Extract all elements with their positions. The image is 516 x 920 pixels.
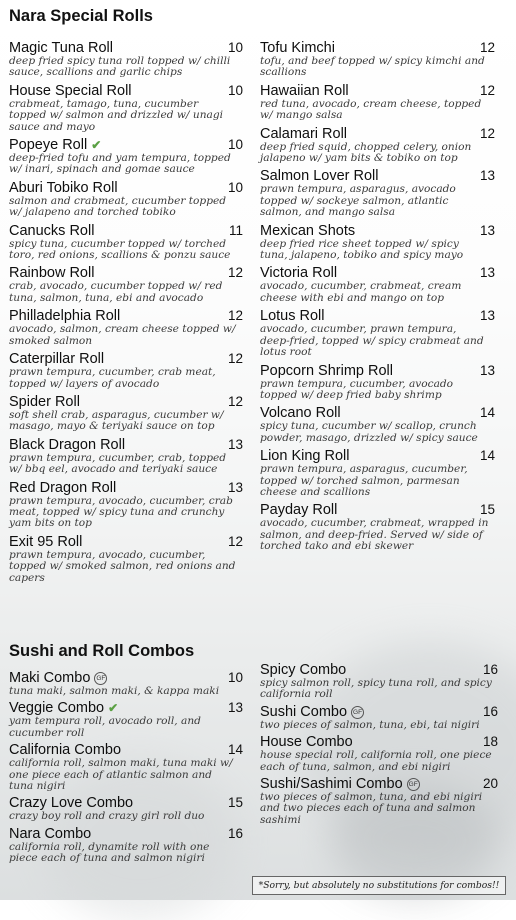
menu-item-description: avocado, cucumber, crabmeat, wrapped in salmon, and deep-fried. Served w/ side of torched tako and ebi skewer [260,517,489,553]
menu-item-name-text: Payday Roll [260,502,338,519]
menu-item-price: 10 [227,82,243,98]
menu-item [9,480,243,530]
combos-section-title: Sushi and Roll Combos [9,642,195,660]
menu-item-description: prawn tempura, cucumber, crab meat, topped w/ layers of avocado [9,366,216,390]
menu-item [260,40,495,79]
menu-item [260,265,495,304]
menu-item-description: prawn tempura, asparagus, cucumber, topped w/ torched salmon, parmesan cheese and scallions [260,463,468,498]
menu-item-name-text: Lion King Roll [260,448,350,465]
menu-item-name-text: Rainbow Roll [9,265,95,282]
menu-item-name [9,308,243,324]
menu-item [260,168,495,218]
menu-item [9,137,243,176]
menu-item [260,734,498,773]
menu-item [9,437,243,476]
menu-item [9,265,243,304]
menu-item-price: 14 [227,742,243,758]
menu-item-price: 13 [227,436,243,452]
menu-item-name-text: Crazy Love Combo [9,795,134,812]
menu-item [260,448,495,498]
menu-item-name-text: Spicy Combo [260,662,347,678]
menu-item-description: spicy tuna, cucumber topped w/ torched toro, red onions, scallions & ponzu sauce [9,237,231,262]
menu-item-name [9,137,243,153]
menu-item-name [9,742,243,758]
gluten-free-icon: GF [407,778,420,791]
menu-item-description: prawn tempura, avocado, cucumber, crab meat, topped w/ spicy tuna and crunchy yam bits on top [9,494,233,530]
menu-item-price: 16 [482,662,498,677]
menu-item [260,704,498,731]
menu-item-name [260,83,495,99]
rolls-right-column [260,40,495,557]
menu-item-name-text: Black Dragon Roll [9,436,126,453]
menu-item-price: 16 [227,825,243,841]
menu-item-price: 13 [479,222,495,238]
menu-item-description: crab, avocado, cucumber topped w/ red tuna, salmon, tuna, ebi and avocado [9,280,223,304]
rolls-section-title: Nara Special Rolls [9,7,153,25]
menu-item-name [260,662,498,678]
menu-item [9,223,243,262]
menu-item-price: 11 [228,222,243,238]
menu-item-price: 13 [479,265,495,281]
menu-item-name-text: Canucks Roll [9,222,95,239]
gluten-free-icon: GF [351,706,364,719]
menu-item-name [260,265,495,281]
menu-item-name [9,40,243,56]
menu-item-name-text: Exit 95 Roll [9,533,83,550]
menu-item [260,126,495,165]
menu-item-price: 16 [482,703,498,719]
menu-item-price: 10 [227,40,243,55]
menu-item-name [260,40,495,56]
menu-item-price: 13 [479,308,495,324]
menu-item-name-text: Tofu Kimchi [260,40,335,56]
menu-item-name-text: Sushi Combo [260,703,348,720]
menu-item-name [9,83,243,99]
menu-item-name [9,795,243,811]
menu-item-price: 15 [479,502,495,518]
menu-item-name-text: Popeye Roll [9,137,88,154]
menu-item [9,308,243,347]
menu-item-name [260,405,495,421]
gluten-free-icon: GF [94,672,107,685]
menu-item-name-text: Sushi/Sashimi Combo [260,776,403,793]
menu-item-description: avocado, cucumber, crabmeat, cream cheese with ebi and mango on top [260,280,462,304]
menu-item-price: 12 [227,265,243,281]
menu-item-price: 12 [227,308,243,324]
menu-item-price: 10 [227,179,243,195]
menu-item-name [9,480,243,496]
menu-item-name [9,394,243,410]
menu-item-price: 13 [479,362,495,378]
menu-item [9,40,243,79]
menu-item-description: red tuna, avocado, cream cheese, topped w/ mango salsa [260,97,482,122]
menu-item-name [260,223,495,239]
menu-item-price: 12 [227,533,243,549]
menu-item [9,394,243,433]
menu-item [9,700,243,739]
menu-item-description: two pieces of salmon, tuna, ebi, tai nigiri [260,718,480,731]
menu-item-name-text: Hawaiian Roll [260,82,349,99]
menu-item-description: spicy tuna, cucumber w/ scallop, crunch powder, masago, drizzled w/ spicy sauce [260,420,478,444]
menu-item-price: 14 [479,405,495,421]
menu-item-description: salmon and crabmeat, cucumber topped w/ jalapeno and torched tobiko [9,194,227,219]
menu-item-name-text: Popcorn Shrimp Roll [260,362,393,379]
menu-item-name [260,448,495,464]
menu-item-description: california roll, dynamite roll with one piece each of tuna and salmon nigiri [9,840,210,865]
menu-item-name-text: Volcano Roll [260,405,341,422]
rolls-left-column [9,40,243,588]
menu-item [260,502,495,552]
menu-item-description: deep fried spicy tuna roll topped w/ chilli sauce, scallions and garlic chips [9,55,231,79]
menu-item-name [9,180,243,196]
menu-item [9,795,243,822]
menu-item-description: prawn tempura, asparagus, avocado topped w/ sockeye salmon, atlantic salmon, and mango salsa [260,183,456,219]
menu-item-name-text: Nara Combo [9,825,92,842]
menu-item-price: 15 [227,795,243,811]
menu-item-name [9,534,243,550]
menu-item-price: 12 [227,351,243,367]
menu-item-name [260,363,495,379]
menu-item-name [9,826,243,842]
leaf-icon: ✔ [91,138,102,153]
menu-item-description: avocado, cucumber, prawn tempura, deep-fried, topped w/ spicy crabmeat and lotus root [260,323,484,359]
menu-item-name-text: House Special Roll [9,82,132,99]
menu-item-price: 18 [482,734,498,750]
menu-item-name-text: Lotus Roll [260,308,325,325]
menu-item-price: 12 [479,82,495,98]
menu-item-name-text: Salmon Lover Roll [260,168,379,185]
menu-item-description: house special roll, california roll, one piece each of tuna, salmon, and ebi nigiri [260,749,492,773]
menu-item-name [260,704,498,720]
menu-item-description: california roll, salmon maki, tuna maki w/ one piece each of atlantic salmon and tuna nigiri [9,757,233,793]
menu-item-description: yam tempura roll, avocado roll, and cucumber roll [9,715,201,739]
menu-item-description: two pieces of salmon, tuna, and ebi nigiri and two pieces each of tuna and salmon sashimi [260,791,483,826]
menu-item [9,534,243,584]
menu-item-name-text: California Combo [9,742,122,759]
menu-item [260,363,495,402]
menu-item-name-text: Victoria Roll [260,265,338,282]
menu-item-name-text: Maki Combo [9,670,91,686]
menu-item-name [260,502,495,518]
menu-item [9,742,243,792]
menu-item-description: deep-fried tofu and yam tempura, topped w/ inari, spinach and gomae sauce [9,152,231,176]
menu-item-price: 13 [227,479,243,495]
menu-item [260,405,495,444]
menu-item-name [9,670,243,686]
menu-item-name [9,437,243,453]
menu-item-name-text: Philladelphia Roll [9,308,121,325]
menu-item-description: avocado, salmon, cream cheese topped w/ smoked salmon [9,323,236,347]
menu-item-name-text: Caterpillar Roll [9,351,105,368]
menu-item [260,223,495,262]
menu-item-name [9,223,243,239]
menu-item-name [260,126,495,142]
menu-item-name [260,776,498,792]
menu-item [9,670,243,697]
menu-item-name-text: Magic Tuna Roll [9,40,113,56]
menu-item-price: 12 [227,393,243,409]
menu-item-price: 10 [227,670,243,685]
menu-item-description: tuna maki, salmon maki, & kappa maki [9,685,220,697]
menu-item [9,351,243,390]
menu-item-price: 12 [479,40,495,55]
menu-item-price: 10 [227,137,243,153]
menu-item [9,180,243,219]
menu-item-price: 13 [479,168,495,184]
menu-item [9,826,243,865]
menu-item-name-text: Calamari Roll [260,125,348,142]
menu-item-description: deep fried squid, chopped celery, onion jalapeno w/ yam bits & tobiko on top [260,140,472,165]
menu-item-name [9,265,243,281]
menu-item-description: tofu, and beef topped w/ spicy kimchi and scallions [260,55,485,79]
menu-item-name [260,168,495,184]
menu-item-description: prawn tempura, cucumber, crab, topped w/ bbq eel, avocado and teriyaki sauce [9,451,227,476]
menu-item-name-text: Veggie Combo [9,700,105,717]
menu-item-description: prawn tempura, cucumber, avocado topped w/ deep fried baby shrimp [260,377,454,401]
menu-item-name-text: Aburi Tobiko Roll [9,179,118,196]
menu-item-description: spicy salmon roll, spicy tuna roll, and spicy california roll [260,677,492,701]
combos-left-column [9,670,243,868]
menu-item-name-text: Mexican Shots [260,222,356,239]
menu-item-description: prawn tempura, avocado, cucumber, topped w/ smoked salmon, red onions and capers [9,548,236,584]
menu-item-price: 20 [482,776,498,792]
menu-item [260,308,495,358]
menu-item-price: 14 [479,448,495,464]
menu-item-name [9,351,243,367]
combos-right-column [260,662,498,829]
menu-item [9,83,243,133]
menu-item-description: crabmeat, tamago, tuna, cucumber topped w/ salmon and drizzled w/ unagi sauce and mayo [9,97,224,133]
menu-item-name-text: House Combo [260,734,353,751]
menu-item-name-text: Red Dragon Roll [9,479,117,496]
menu-item-name [9,700,243,716]
menu-item-description: deep fried rice sheet topped w/ spicy tuna, jalapeno, tobiko and spicy mayo [260,237,464,262]
menu-item [260,776,498,826]
menu-item-name [260,308,495,324]
no-substitutions-note: *Sorry, but absolutely no substitutions for combos!! [252,876,506,895]
menu-item-name [260,734,498,750]
menu-item-description: soft shell crab, asparagus, cucumber w/ masago, mayo & teriyaki sauce on top [9,408,224,433]
leaf-icon: ✔ [108,701,119,716]
menu-item-description: crazy boy roll and crazy girl roll duo [9,810,205,823]
menu-item [260,662,498,701]
menu-item [260,83,495,122]
menu-item-name-text: Spider Roll [9,393,80,410]
menu-item-price: 13 [227,700,243,716]
menu-item-price: 12 [479,125,495,141]
